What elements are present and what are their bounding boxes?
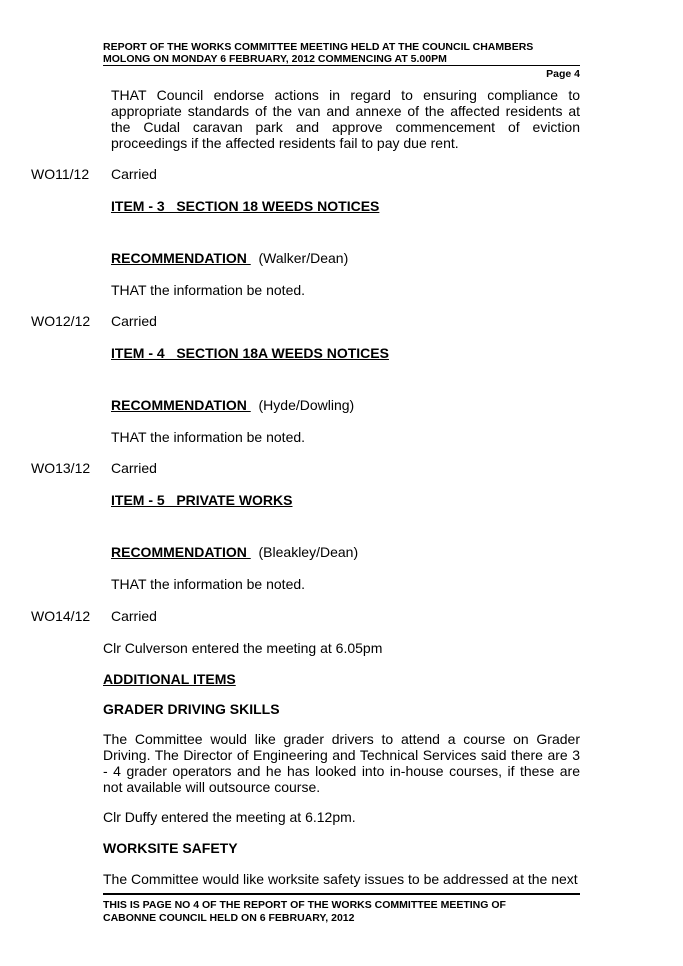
- item-heading: ITEM - 4 SECTION 18A WEEDS NOTICES: [111, 345, 389, 361]
- resolution-text: THAT the information be noted.: [111, 429, 306, 445]
- header-rule: [103, 65, 580, 66]
- page-number: Page 4: [546, 68, 580, 80]
- grader-heading: GRADER DRIVING SKILLS: [103, 701, 280, 717]
- recommendation-movers: (Bleakley/Dean): [250, 544, 359, 560]
- carried-text: Carried: [111, 460, 157, 476]
- worksite-paragraph: The Committee would like worksite safety issues to be addressed at the next: [103, 871, 578, 887]
- header-line-2: MOLONG ON MONDAY 6 FEBRUARY, 2012 COMMENCING AT 5.00PM: [103, 53, 447, 65]
- resolution-number: WO14/12: [31, 608, 91, 624]
- worksite-heading: WORKSITE SAFETY: [103, 840, 238, 856]
- recommendation-label: RECOMMENDATION: [111, 544, 251, 560]
- footer-rule: [103, 893, 580, 895]
- report-footer: [103, 899, 580, 925]
- carried-text: Carried: [111, 608, 157, 624]
- opening-paragraph: THAT Council endorse actions in regard to ensuring compliance to appropriate standards of the van and annexe of the affected residents at the Cudal caravan park and approve commencement of eviction proceedings if the affected residents fail to pay due rent.: [111, 87, 580, 151]
- recommendation: [111, 397, 354, 413]
- recommendation-movers: (Walker/Dean): [250, 250, 349, 266]
- recommendation-movers: (Hyde/Dowling): [250, 397, 355, 413]
- footer-line-1: THIS IS PAGE NO 4 OF THE REPORT OF THE WORKS COMMITTEE MEETING OF: [103, 899, 506, 911]
- duffy-note: Clr Duffy entered the meeting at 6.12pm.: [103, 809, 356, 825]
- carried-text: Carried: [111, 166, 157, 182]
- header-line-1: REPORT OF THE WORKS COMMITTEE MEETING HELD AT THE COUNCIL CHAMBERS: [103, 41, 534, 53]
- resolution-number: WO11/12: [31, 166, 90, 182]
- item-heading: ITEM - 3 SECTION 18 WEEDS NOTICES: [111, 198, 380, 214]
- recommendation-label: RECOMMENDATION: [111, 397, 251, 413]
- carried-text: Carried: [111, 313, 157, 329]
- resolution-text: THAT the information be noted.: [111, 576, 306, 592]
- recommendation-label: RECOMMENDATION: [111, 250, 251, 266]
- resolution-text: THAT the information be noted.: [111, 282, 306, 298]
- culverson-note: Clr Culverson entered the meeting at 6.05pm: [103, 640, 383, 656]
- recommendation: [111, 544, 358, 560]
- additional-items-heading: ADDITIONAL ITEMS: [103, 671, 236, 687]
- item-heading: ITEM - 5 PRIVATE WORKS: [111, 492, 293, 508]
- resolution-number: WO13/12: [31, 460, 91, 476]
- report-header: [103, 41, 580, 65]
- recommendation: [111, 250, 348, 266]
- footer-line-2: CABONNE COUNCIL HELD ON 6 FEBRUARY, 2012: [103, 912, 355, 924]
- resolution-number: WO12/12: [31, 313, 91, 329]
- grader-paragraph: The Committee would like grader drivers to attend a course on Grader Driving. The Director of Engineering and Technical Services said there are 3 - 4 grader operators and he has looked into in-house courses, if these are not available will outsource course.: [103, 731, 580, 795]
